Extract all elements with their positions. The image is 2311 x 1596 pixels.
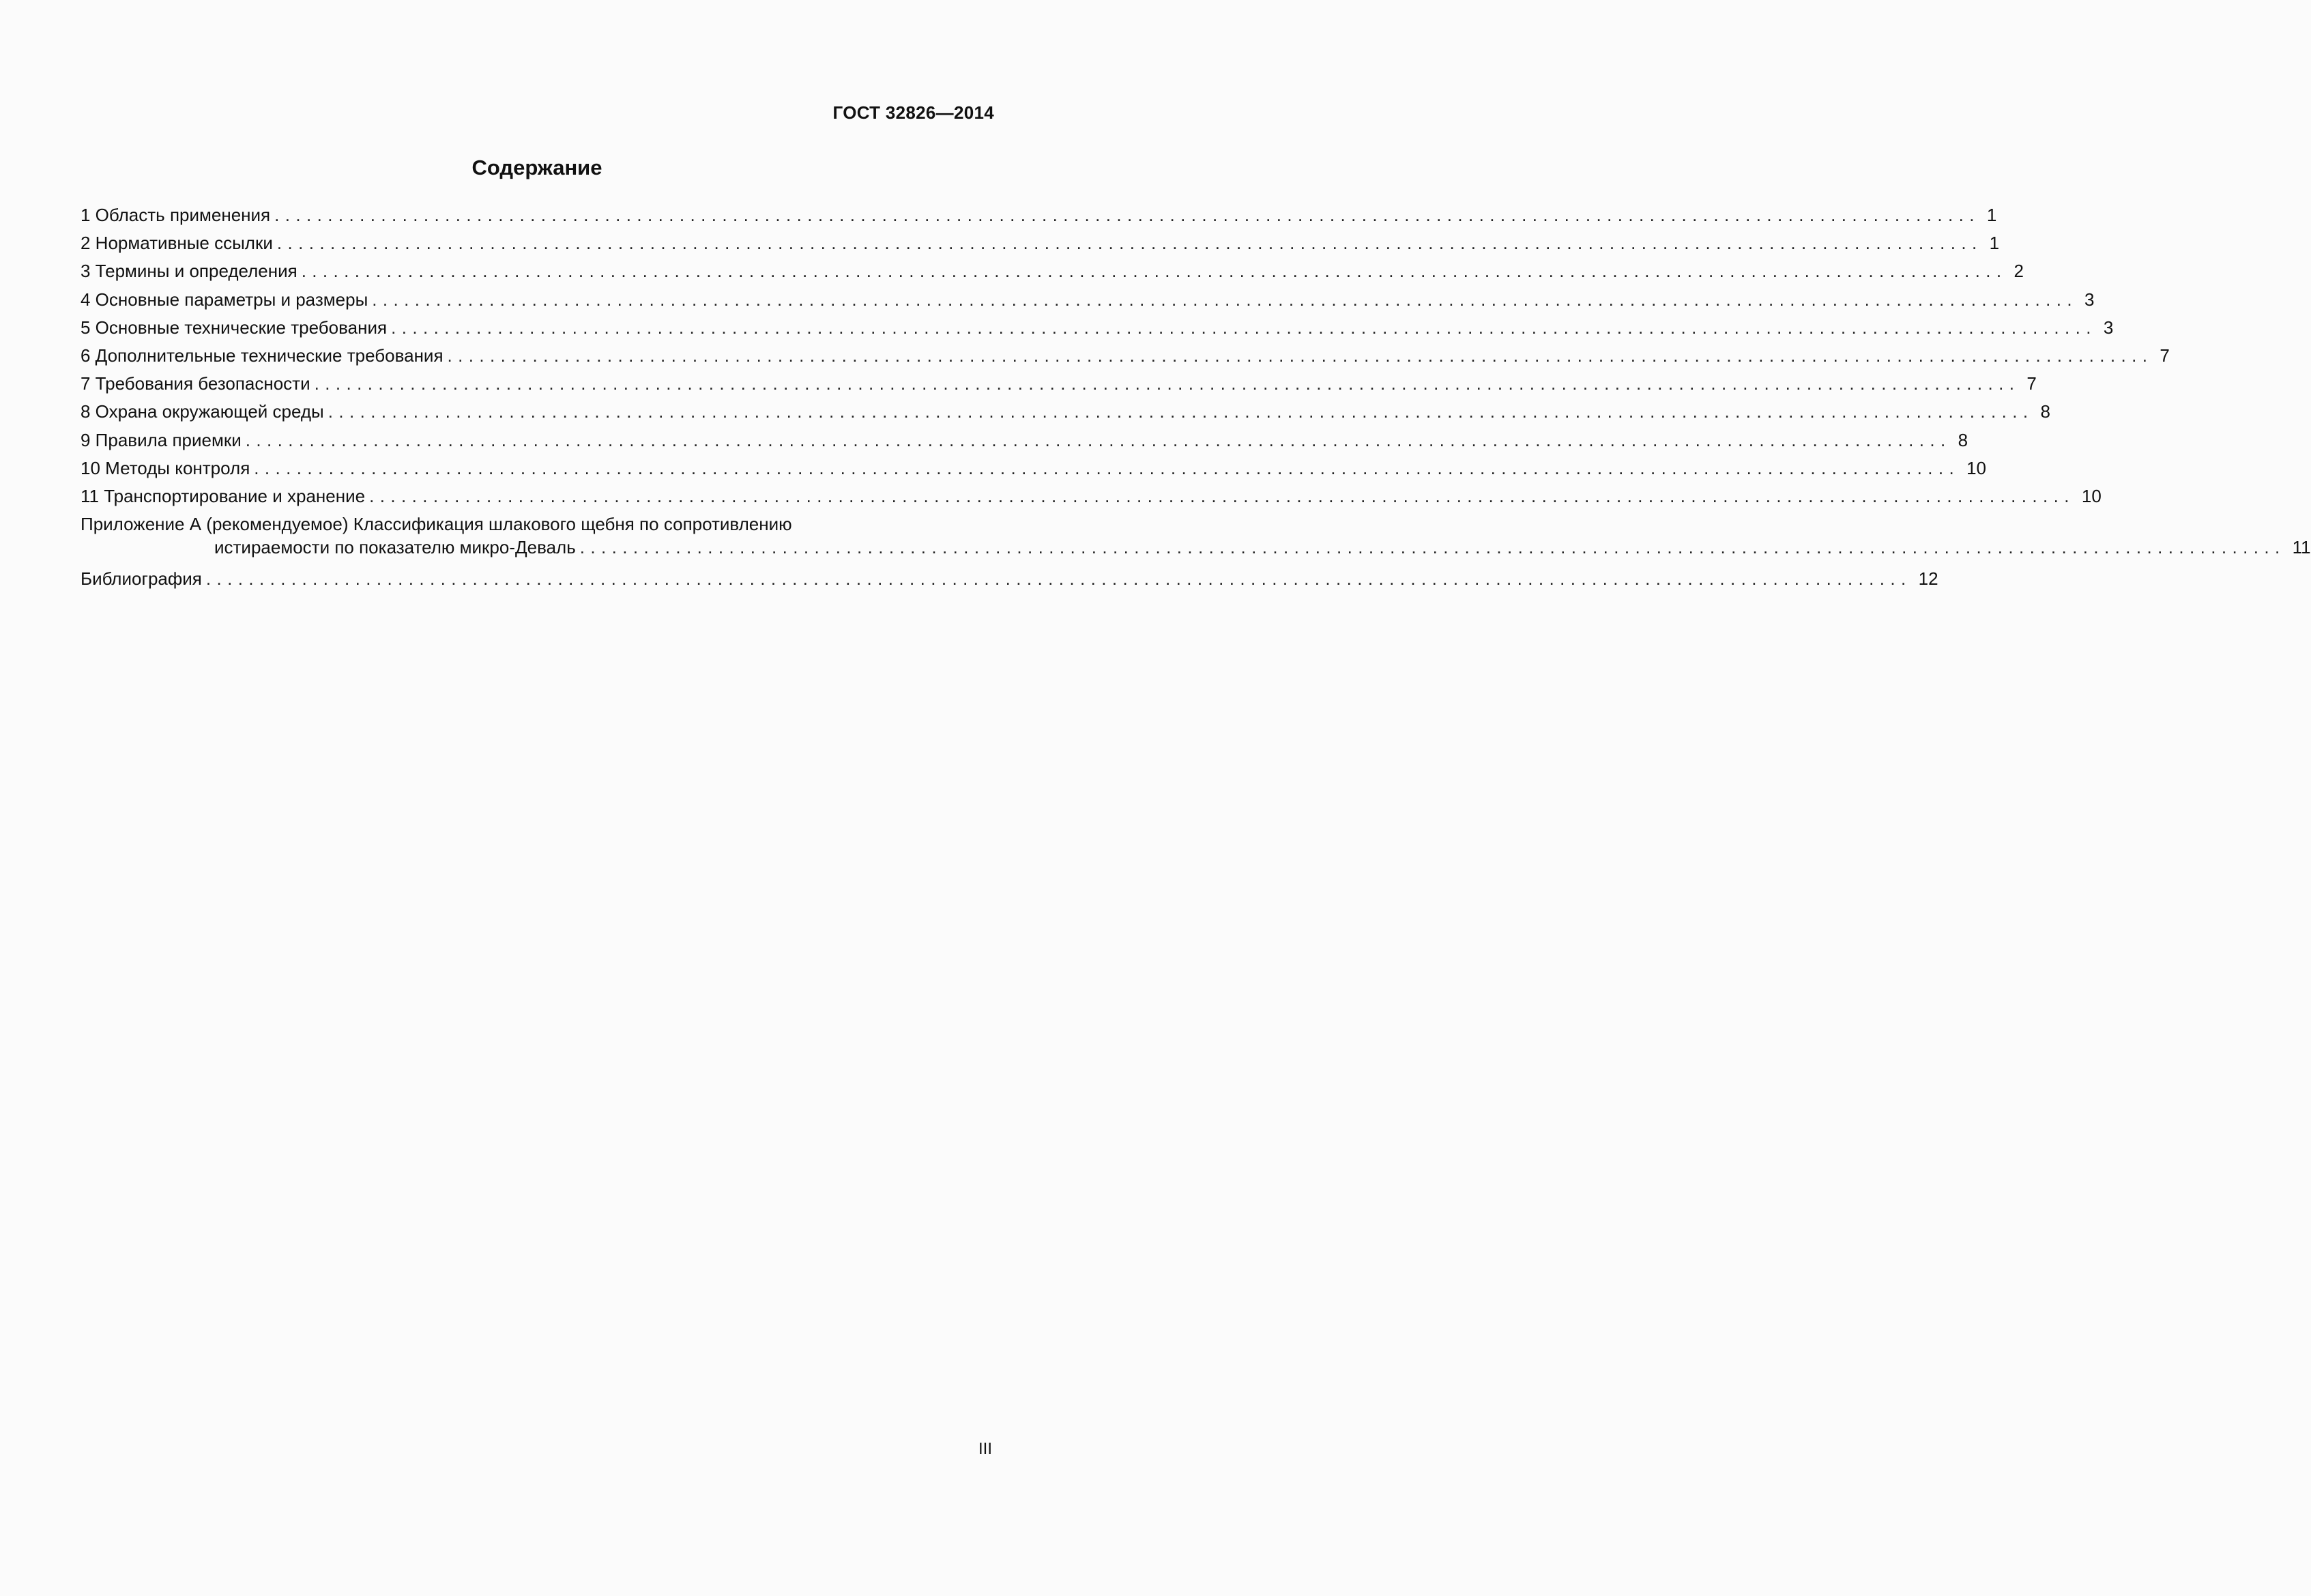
toc-leader-dots: ................................................................................................................................................................: [274, 205, 1980, 225]
table-of-contents: [81, 203, 2311, 595]
toc-entry-label: 9 Правила приемки: [81, 429, 242, 450]
toc-entry-technical-requirements[interactable]: [81, 316, 2114, 344]
page-number: III: [978, 1440, 992, 1458]
toc-leader-dots: ................................................................................................................................................................: [205, 568, 1912, 590]
toc-entry-label: 6 Дополнительные технические требования: [81, 345, 444, 366]
toc-entry-safety-requirements[interactable]: [81, 372, 2037, 400]
toc-leader-dots: ................................................................................................................................................................: [314, 373, 2020, 394]
toc-entry-label: Библиография: [81, 568, 202, 590]
toc-entry-label: 3 Термины и определения: [81, 261, 297, 282]
toc-entry-label: 7 Требования безопасности: [81, 373, 310, 394]
toc-leader-dots: ................................................................................................................................................................: [245, 429, 1951, 450]
toc-entry-label: 11 Транспортирование и хранение: [81, 485, 366, 506]
toc-entry-bibliography[interactable]: [81, 567, 1938, 595]
toc-entry-page: 3: [2103, 317, 2114, 338]
toc-entry-transport-storage[interactable]: [81, 484, 2102, 512]
toc-leader-dots: ................................................................................................................................................................: [276, 233, 1983, 254]
toc-entry-label-continued: истираемости по показателю микро-Деваль: [214, 537, 576, 558]
toc-leader-dots: ................................................................................................................................................................: [301, 261, 2007, 282]
toc-entry-label: 10 Методы контроля: [81, 457, 250, 478]
toc-entry-label: Приложение А (рекомендуемое) Классификация шлакового щебня по сопротивлению: [81, 514, 792, 535]
toc-leader-dots: ................................................................................................................................................................: [391, 317, 2097, 338]
toc-entry-acceptance-rules[interactable]: [81, 429, 1968, 456]
toc-entry-label: 4 Основные параметры и размеры: [81, 289, 368, 310]
toc-entry-annex-a[interactable]: [81, 512, 2311, 567]
toc-entry-terms-definitions[interactable]: [81, 259, 2024, 287]
toc-entry-label: 2 Нормативные ссылки: [81, 233, 273, 254]
toc-leader-dots: ................................................................................................................................................................: [369, 485, 2075, 506]
toc-entry-normative-references[interactable]: [81, 231, 2000, 259]
toc-entry-page: 1: [1989, 233, 2000, 254]
toc-leader-dots: ................................................................................................................................................................: [328, 401, 2034, 422]
toc-entry-page: 1: [1986, 205, 1997, 225]
document-code: ГОСТ 32826—2014: [832, 102, 994, 123]
toc-leader-dots: ................................................................................................................................................................: [254, 457, 1960, 478]
toc-entry-additional-requirements[interactable]: [81, 344, 2170, 372]
toc-leader-dots: ................................................................................................................................................................: [447, 345, 2153, 366]
toc-entry-label: 8 Охрана окружающей среды: [81, 401, 324, 422]
toc-entry-page: 10: [2081, 485, 2102, 506]
toc-entry-environmental-protection[interactable]: [81, 400, 2050, 428]
toc-entry-page: 8: [2040, 401, 2050, 422]
toc-entry-label: 5 Основные технические требования: [81, 317, 388, 338]
toc-entry-scope[interactable]: [81, 203, 1997, 231]
toc-leader-dots: ................................................................................................................................................................: [372, 289, 2078, 310]
toc-entry-control-methods[interactable]: [81, 456, 1986, 484]
toc-entry-page: 11: [2292, 537, 2311, 558]
toc-entry-parameters-dimensions[interactable]: [81, 288, 2095, 316]
toc-entry-page: 12: [1918, 568, 1938, 590]
toc-entry-page: 3: [2084, 289, 2095, 310]
toc-entry-page: 10: [1966, 457, 1986, 478]
toc-entry-label: 1 Область применения: [81, 205, 271, 225]
toc-entry-page: 8: [1958, 429, 1968, 450]
toc-entry-page: 7: [2026, 373, 2037, 394]
toc-title: Содержание: [471, 156, 602, 179]
toc-entry-page: 7: [2160, 345, 2170, 366]
toc-entry-page: 2: [2014, 261, 2024, 282]
toc-leader-dots: ................................................................................................................................................................: [579, 537, 2286, 558]
